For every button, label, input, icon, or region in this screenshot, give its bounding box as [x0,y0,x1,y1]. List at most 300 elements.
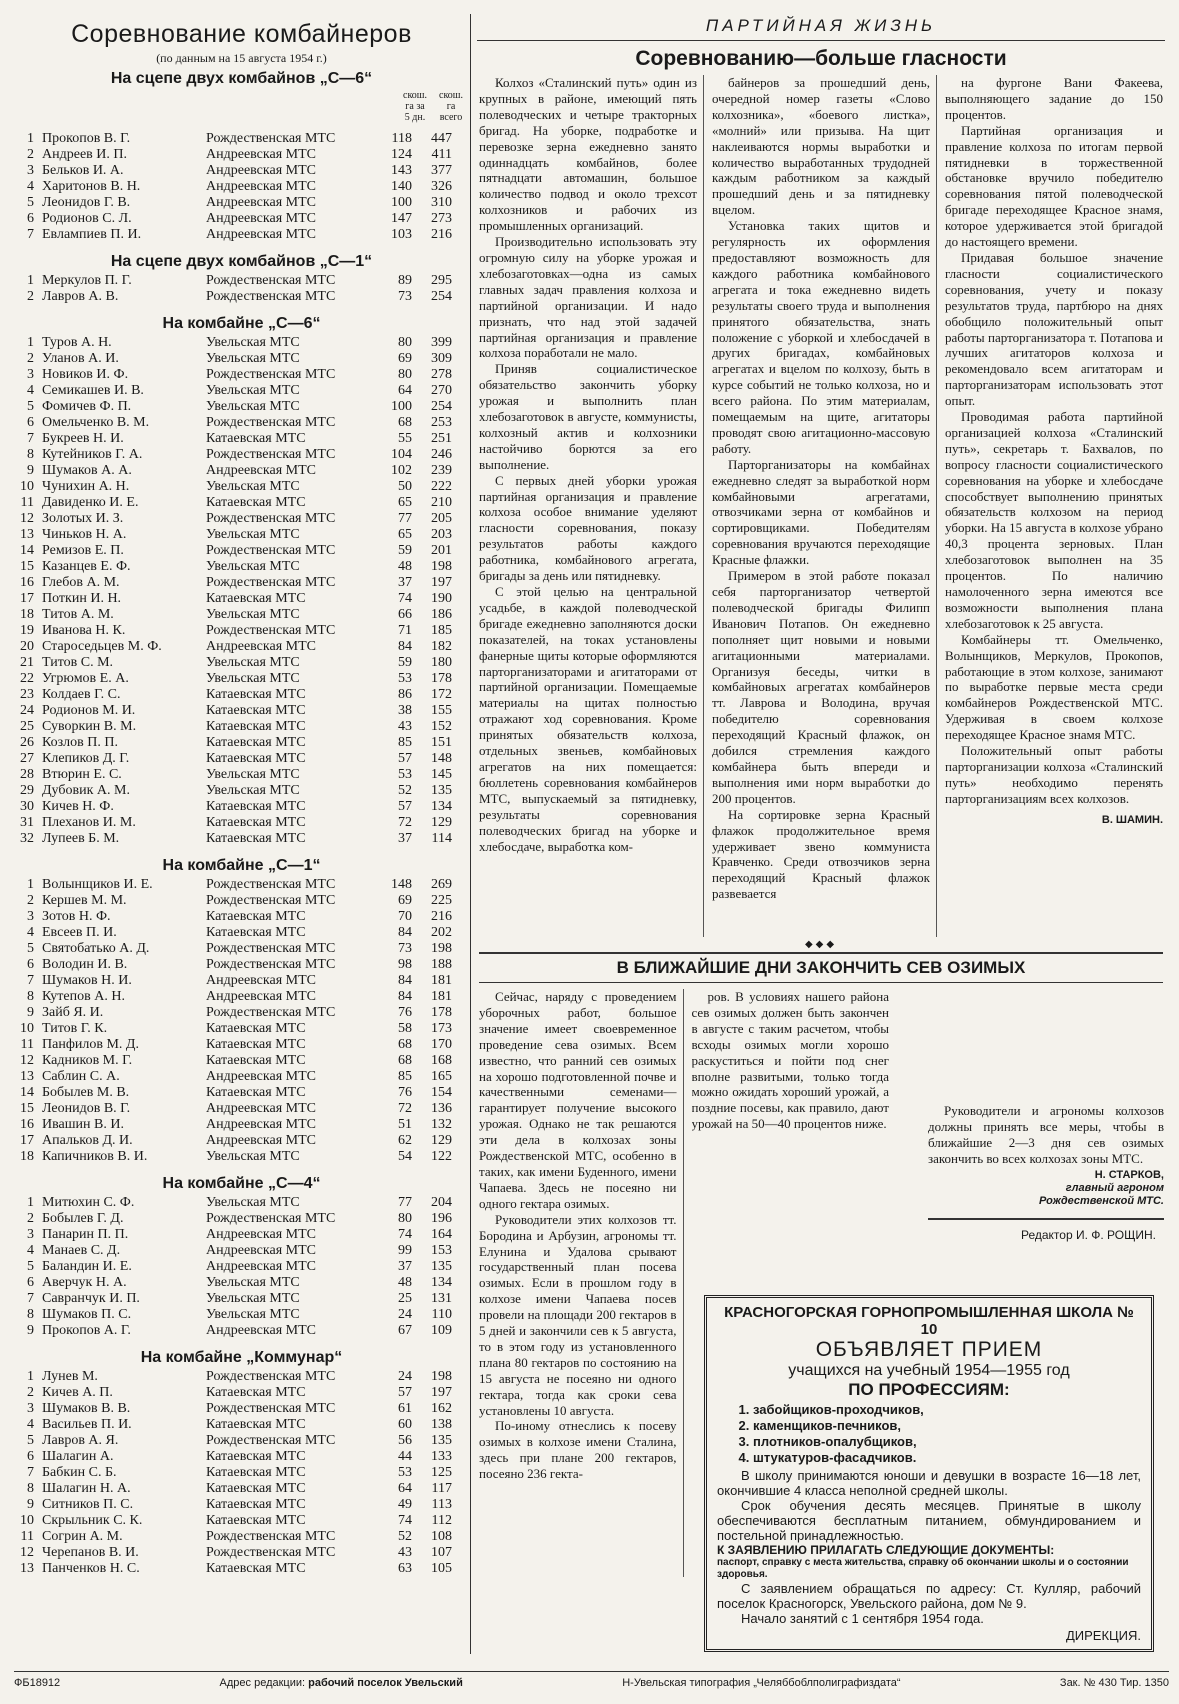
hectares-5-days: 65 [398,527,412,542]
hectares-total: 153 [431,1243,452,1258]
hectares-5-days: 67 [398,1323,412,1338]
combiner-name: Капичников В. И. [42,1149,148,1164]
mts-name: Увельская МТС [206,671,300,686]
table-row [14,941,469,957]
table-row [14,909,469,925]
section-title: На комбайне „Коммунар“ [140,1349,343,1366]
mts-name: Андреевская МТС [206,973,316,988]
ad-terms: Срок обучения десять месяцев. Принятые в школу обеспечиваются бесплатным питанием, обмундированием и постельной принадлежностью. [717,1498,1141,1543]
hectares-total: 138 [431,1417,452,1432]
paragraph: Придавая большое значение гласности социалистического соревнования, учету и показу результатов труда, партбюро на днях обобщило положительный опыт работы парторганизатора т. Потапова и лучших агитаторов колхоза и рекомендовало всем агитаторам и парторганизаторам использовать этот опыт. [945,249,1163,409]
hectares-total: 210 [431,495,452,510]
paragraph: С первых дней уборки урожая партийная организация и правление колхоза особое внимание уделяют гласности соревнования, показу результатов работы каждого работника, комбайнового агрегата, бригады за день или пятидневку. [479,472,697,584]
combiner-name: Леонидов Г. В. [42,195,131,210]
table-row [14,147,469,163]
mts-name: Катаевская МТС [206,1561,306,1576]
header-hectares-5-days [397,90,433,123]
hectares-total: 148 [431,751,452,766]
table-row [14,1069,469,1085]
table-row [14,1053,469,1069]
row-number: 3 [27,163,34,178]
combiner-name: Васильев П. И. [42,1417,132,1432]
hectares-total: 204 [431,1195,452,1210]
table-row [14,559,469,575]
combiner-name: Бобылев М. В. [42,1085,130,1100]
table-row [14,1101,469,1117]
combiner-name: Новиков И. Ф. [42,367,129,382]
combiner-name: Кадников М. Г. [42,1053,133,1068]
row-number: 13 [20,1561,34,1576]
table-row [14,925,469,941]
table-row [14,1133,469,1149]
mts-name: Рождественская МТС [206,957,336,972]
editor-line: Редактор И. Ф. РОЩИН. [928,1218,1164,1248]
section-title: На сцепе двух комбайнов „С—1“ [110,253,373,270]
article2-column-2-text [692,989,890,1132]
row-number: 29 [20,783,34,798]
section-title: На комбайне „С—4“ [162,1175,321,1192]
row-number: 14 [20,1085,34,1100]
table-row [14,655,469,671]
row-number: 5 [27,399,34,414]
row-number: 13 [20,527,34,542]
table-row [14,623,469,639]
hectares-5-days: 80 [398,335,412,350]
footer-printer: Н-Увельская типография „Челяббоблполиграфиздата“ [622,1677,901,1689]
combiner-name: Титов А. М. [42,607,114,622]
table-row [14,383,469,399]
hectares-5-days: 143 [391,163,412,178]
table-row [14,1005,469,1021]
mts-name: Рождественская МТС [206,273,336,288]
hectares-total: 254 [431,399,452,414]
hectares-5-days: 51 [398,1117,412,1132]
row-number: 3 [27,1401,34,1416]
hectares-5-days: 77 [398,1195,412,1210]
hectares-total: 253 [431,415,452,430]
combiner-name: Староседьцев М. Ф. [42,639,162,654]
mts-name: Увельская МТС [206,335,300,350]
row-number: 7 [27,973,34,988]
mts-name: Катаевская МТС [206,1465,306,1480]
row-number: 5 [27,1259,34,1274]
combiner-name: Кершев М. М. [42,893,127,908]
paragraph: Сейчас, наряду с проведением уборочных работ, большое значение имеет своевременное проведение сева озимых. Всем известно, что ранний сев озимых на хорошо подготовленной почве и качественными семенами—гарантирует получение высокого урожая. Однако не так решаются эти дела в колхозах зоны Рождественской МТС, особенно в таких, как имени Буденного, имени Чапаева. Здесь не посеяно ни одного гектара озимых. [479,989,677,1211]
hectares-total: 181 [431,973,452,988]
table-row [14,1275,469,1291]
table-row [14,831,469,847]
paragraph: Установка таких щитов и регулярность их оформления предоставляют возможность для каждого работника комбайнового агрегата и тока ежедневно видеть результаты своего труда и выполнения принятого обязательства, знать положение с уборкой и хлебосдачей в других бригадах, комбайновых агрегатах и вцелом по колхозу, быть в курсе событий не только колхоза, но и всего района. По этим материалам, помещаемым на щите, агитаторы проводят свою агитационно-массовую работу. [712,218,930,456]
mts-name: Увельская МТС [206,527,300,542]
mts-name: Катаевская МТС [206,735,306,750]
hectares-total: 165 [431,1069,452,1084]
mts-name: Увельская МТС [206,559,300,574]
hectares-5-days: 72 [398,815,412,830]
paragraph: байнеров за прошедший день, очередной номер газеты «Слово колхозника», «боевого листка», «молний» или призыва. На щит наклеиваются нормы выработки и количество выработанных трудодней каждым работником за каждый прошедший день и за пятидневку вцелом. [712,75,930,218]
ad-headline: ОБЪЯВЛЯЕТ ПРИЕМ [815,1338,1043,1361]
table-row [14,179,469,195]
paragraph: Положительный опыт работы парторганизации колхоза «Сталинский путь» необходимо перенять парторганизациям всех колхозов. [945,743,1163,806]
mts-name: Рождественская МТС [206,1433,336,1448]
table-row [14,1259,469,1275]
footer-code: ФБ18912 [14,1677,61,1689]
combiner-name: Омельченко В. М. [42,415,150,430]
row-number: 1 [27,1369,34,1384]
hectares-total: 269 [431,877,452,892]
hectares-5-days: 118 [391,131,412,146]
combiner-name: Козлов П. П. [42,735,118,750]
combiner-name: Чунихин А. Н. [42,479,130,494]
table-row [14,1529,469,1545]
combiner-name: Святобатько А. Д. [42,941,150,956]
table-row [14,751,469,767]
header-line: скош. [439,90,463,101]
table-row [14,1291,469,1307]
mts-name: Катаевская МТС [206,1021,306,1036]
row-number: 2 [27,147,34,162]
hectares-total: 270 [431,383,452,398]
hectares-5-days: 64 [398,383,412,398]
combiner-name: Саблин С. А. [42,1069,120,1084]
mts-name: Увельская МТС [206,655,300,670]
article1-column-3-text [945,75,1163,807]
table-row [14,877,469,893]
hectares-5-days: 70 [398,909,412,924]
rubric-header: ПАРТИЙНАЯ ЖИЗНЬ [477,14,1165,41]
combiner-name: Харитонов В. Н. [42,179,141,194]
hectares-5-days: 104 [391,447,412,462]
hectares-total: 203 [431,527,452,542]
row-number: 6 [27,1275,34,1290]
ad-address: С заявлением обращаться по адресу: Ст. Кулляр, рабочий поселок Красногорск, Увельского района, дом № 9. [717,1581,1141,1611]
combiner-name: Меркулов П. Г. [42,273,132,288]
mts-name: Андреевская МТС [206,1323,316,1338]
hectares-5-days: 58 [398,1021,412,1036]
row-number: 10 [20,1021,34,1036]
mts-name: Рождественская МТС [206,941,336,956]
mts-name: Катаевская МТС [206,1449,306,1464]
table-row [14,431,469,447]
hectares-5-days: 76 [398,1085,412,1100]
header-line: скош. [403,90,427,101]
school-advertisement [696,1285,1162,1652]
section-gap [14,1577,469,1583]
combiner-name: Титов С. М. [42,655,114,670]
hectares-total: 122 [431,1149,452,1164]
row-number: 4 [27,383,34,398]
combiner-name: Уланов А. И. [42,351,119,366]
hectares-5-days: 43 [398,719,412,734]
footer-address: Адрес редакции: рабочий поселок Увельский [219,1677,463,1689]
combiner-name: Леонидов В. Г. [42,1101,131,1116]
hectares-5-days: 73 [398,289,412,304]
hectares-5-days: 74 [398,1513,412,1528]
competition-table-column [14,14,469,1654]
paragraph: Колхоз «Сталинский путь» один из крупных в районе, имеющий пять полеводческих и четыре тракторных бригад. На уборке, подработке и перевозке зерна ежедневно занято одиннадцать комбайнов, более пятнадцати автомашин, большое количество подвод и около трехсот колхозников и рабочих из промышленных организаций. [479,75,697,234]
hectares-total: 197 [431,1385,452,1400]
combiner-name: Лупеев Б. М. [42,831,120,846]
combiner-name: Аверчук Н. А. [42,1275,127,1290]
mts-name: Андреевская МТС [206,1243,316,1258]
hectares-total: 134 [431,1275,452,1290]
hectares-total: 411 [431,147,452,162]
mts-name: Катаевская МТС [206,1037,306,1052]
mts-name: Андреевская МТС [206,1259,316,1274]
hectares-5-days: 24 [398,1369,412,1384]
hectares-total: 273 [431,211,452,226]
paragraph: Комбайнеры тт. Омельченко, Волынщиков, Меркулов, Прокопов, работающие в этом колхозе, занимают по выработке первые места среди комбайнеров Рождественской МТС. Удерживая в своем колхозе переходящее Красное знамя МТС. [945,631,1163,743]
hectares-total: 133 [431,1449,452,1464]
row-number: 1 [27,131,34,146]
table-row [14,463,469,479]
table-row [14,1037,469,1053]
combiner-name: Чиньков Н. А. [42,527,127,542]
row-number: 2 [27,351,34,366]
ad-requirements: В школу принимаются юноши и девушки в возрасте 16—18 лет, окончившие 4 класса неполной средней школы. [717,1468,1141,1498]
table-row [14,1449,469,1465]
hectares-total: 136 [431,1101,452,1116]
hectares-total: 178 [431,671,452,686]
combiner-name: Панфилов М. Д. [42,1037,139,1052]
hectares-total: 113 [431,1497,452,1512]
table-row [14,1227,469,1243]
table-row [14,957,469,973]
combiner-name: Родионов М. И. [42,703,136,718]
article1-column-2 [712,75,937,937]
table-row [14,511,469,527]
hectares-5-days: 52 [398,1529,412,1544]
combiner-name: Глебов А. М. [42,575,120,590]
competition-subtitle: (по данным на 15 августа 1954 г.) [156,51,327,65]
table-row [14,703,469,719]
row-number: 19 [20,623,34,638]
table-row [14,211,469,227]
row-number: 11 [20,495,34,510]
combiner-name: Савранчук И. П. [42,1291,140,1306]
row-number: 9 [27,1497,34,1512]
combiner-name: Родионов С. Л. [42,211,132,226]
combiner-name: Шумаков Н. И. [42,973,132,988]
combiner-name: Прокопов А. Г. [42,1323,131,1338]
hectares-total: 108 [431,1529,452,1544]
hectares-5-days: 50 [398,479,412,494]
row-number: 12 [20,511,34,526]
mts-name: Увельская МТС [206,399,300,414]
page-footer [14,1671,1169,1694]
row-number: 1 [27,273,34,288]
table-row [14,1401,469,1417]
table-row [14,131,469,147]
combiner-name: Втюрин Е. С. [42,767,122,782]
combiner-name: Казанцев Е. Ф. [42,559,131,574]
hectares-5-days: 86 [398,687,412,702]
mts-name: Андреевская МТС [206,1117,316,1132]
table-row [14,893,469,909]
mts-name: Рождественская МТС [206,1369,336,1384]
mts-name: Андреевская МТС [206,1227,316,1242]
hectares-5-days: 102 [391,463,412,478]
table-row [14,973,469,989]
article2-signature: Н. СТАРКОВ, главный агроном Рождественской МТС. [1038,1168,1164,1207]
table-row [14,1243,469,1259]
mts-name: Катаевская МТС [206,719,306,734]
hectares-5-days: 147 [391,211,412,226]
hectares-5-days: 98 [398,957,412,972]
mts-name: Рождественская МТС [206,1545,336,1560]
mts-name: Увельская МТС [206,1291,300,1306]
row-number: 1 [27,877,34,892]
hectares-total: 196 [431,1211,452,1226]
row-number: 2 [27,1211,34,1226]
mts-name: Катаевская МТС [206,1053,306,1068]
header-line: га [446,101,456,112]
hectares-5-days: 53 [398,671,412,686]
paragraph: Производительно использовать эту огромную силу на уборке урожая и хлебозаготовках—одна из самых главных задач правления колхоза и партийной организации. И надо признать, что над этой задачей партийная организация и правление колхоза поработали не мало. [479,234,697,361]
table-row [14,575,469,591]
combiner-name: Волынщиков И. Е. [42,877,153,892]
hectares-5-days: 53 [398,767,412,782]
row-number: 5 [27,195,34,210]
hectares-5-days: 64 [398,1481,412,1496]
mts-name: Рождественская МТС [206,1529,336,1544]
mts-name: Рождественская МТС [206,447,336,462]
mts-name: Катаевская МТС [206,831,306,846]
row-number: 11 [20,1037,34,1052]
header-line: 5 дн. [404,112,426,123]
combiner-name: Ремизов Е. П. [42,543,124,558]
hectares-total: 151 [431,735,452,750]
combiner-name: Шумаков П. С. [42,1307,132,1322]
combiner-name: Кутепов А. Н. [42,989,125,1004]
hectares-5-days: 55 [398,431,412,446]
article1-body [471,75,1171,937]
mts-name: Рождественская МТС [206,511,336,526]
hectares-total: 309 [431,351,452,366]
hectares-5-days: 49 [398,1497,412,1512]
combiner-name: Бобылев Г. Д. [42,1211,124,1226]
paragraph: Приняв социалистическое обязательство закончить уборку урожая и выполнить план хлебозаготовок в августе, коммунисты, колхозный актив и колхозники настойчиво борются за его выполнение. [479,361,697,472]
mts-name: Рождественская МТС [206,1401,336,1416]
section-gap [14,1339,469,1345]
combiner-name: Баландин И. Е. [42,1259,132,1274]
hectares-total: 117 [431,1481,452,1496]
hectares-total: 295 [431,273,452,288]
hectares-5-days: 25 [398,1291,412,1306]
hectares-total: 326 [431,179,452,194]
combiner-name: Митюхин С. Ф. [42,1195,135,1210]
hectares-total: 155 [431,703,452,718]
hectares-total: 254 [431,289,452,304]
hectares-5-days: 100 [391,399,412,414]
row-number: 8 [27,1481,34,1496]
row-number: 30 [20,799,34,814]
mts-name: Андреевская МТС [206,639,316,654]
hectares-total: 129 [431,815,452,830]
combiner-name: Кичев А. П. [42,1385,113,1400]
ornament-separator: ◆◆◆ [804,939,838,950]
paragraph: на фургоне Вани Факеева, выполняющего задание до 150 процентов. [945,75,1163,122]
row-number: 6 [27,211,34,226]
hectares-total: 181 [431,989,452,1004]
mts-name: Катаевская МТС [206,799,306,814]
table-row [14,1117,469,1133]
row-number: 22 [20,671,34,686]
row-number: 1 [27,335,34,350]
row-number: 6 [27,1449,34,1464]
hectares-total: 162 [431,1401,452,1416]
ad-year: учащихся на учебный 1954—1955 год [788,1362,1070,1379]
row-number: 17 [20,1133,34,1148]
row-number: 23 [20,687,34,702]
row-number: 13 [20,1069,34,1084]
table-row [14,607,469,623]
hectares-5-days: 85 [398,735,412,750]
mts-name: Катаевская МТС [206,495,306,510]
combiner-name: Апальков Д. И. [42,1133,133,1148]
table-row [14,1417,469,1433]
hectares-5-days: 76 [398,1005,412,1020]
row-number: 17 [20,591,34,606]
mts-name: Катаевская МТС [206,815,306,830]
combiner-name: Андреев И. П. [42,147,127,162]
mts-name: Андреевская МТС [206,989,316,1004]
ad-professions-list: 1. забойщиков-проходчиков, 2. каменщиков-печников, 3. плотников-опалубщиков, 4. штукатуров-фасадчиков. [753,1402,1141,1466]
hectares-5-days: 63 [398,1561,412,1576]
paragraph: Руководители и агрономы колхозов должны принять все меры, чтобы в ближайшие 2—3 дня сев озимых закончить во всех колхозах зоны МТС. [928,1103,1164,1166]
hectares-5-days: 65 [398,495,412,510]
row-number: 16 [20,575,34,590]
mts-name: Катаевская МТС [206,1385,306,1400]
table-row [14,1149,469,1165]
article1-column-3 [945,75,1163,937]
mts-name: Рождественская МТС [206,415,336,430]
table-column-headers [14,90,469,123]
hectares-total: 447 [431,131,452,146]
row-number: 2 [27,1385,34,1400]
row-number: 20 [20,639,34,654]
combiner-name: Букреев Н. И. [42,431,124,446]
hectares-5-days: 48 [398,1275,412,1290]
row-number: 12 [20,1545,34,1560]
section-title: На комбайне „С—6“ [162,315,321,332]
hectares-total: 246 [431,447,452,462]
row-number: 8 [27,989,34,1004]
row-number: 3 [27,367,34,382]
hectares-5-days: 84 [398,639,412,654]
row-number: 18 [20,1149,34,1164]
mts-name: Катаевская МТС [206,909,306,924]
row-number: 9 [27,1323,34,1338]
hectares-total: 109 [431,1323,452,1338]
hectares-5-days: 53 [398,1465,412,1480]
table-row [14,735,469,751]
article2-title: В БЛИЖАЙШИЕ ДНИ ЗАКОНЧИТЬ СЕВ ОЗИМЫХ [479,952,1163,983]
mts-name: Андреевская МТС [206,163,316,178]
hectares-5-days: 100 [391,195,412,210]
section-gap [14,243,469,249]
hectares-total: 131 [431,1291,452,1306]
hectares-5-days: 80 [398,367,412,382]
combiner-name: Лавров А. Я. [42,1433,119,1448]
table-row [14,1385,469,1401]
hectares-5-days: 124 [391,147,412,162]
hectares-total: 198 [431,1369,452,1384]
hectares-5-days: 44 [398,1449,412,1464]
row-number: 7 [27,1465,34,1480]
combiner-name: Клепиков Д. Г. [42,751,130,766]
hectares-5-days: 80 [398,1211,412,1226]
competition-sections [14,70,469,1583]
